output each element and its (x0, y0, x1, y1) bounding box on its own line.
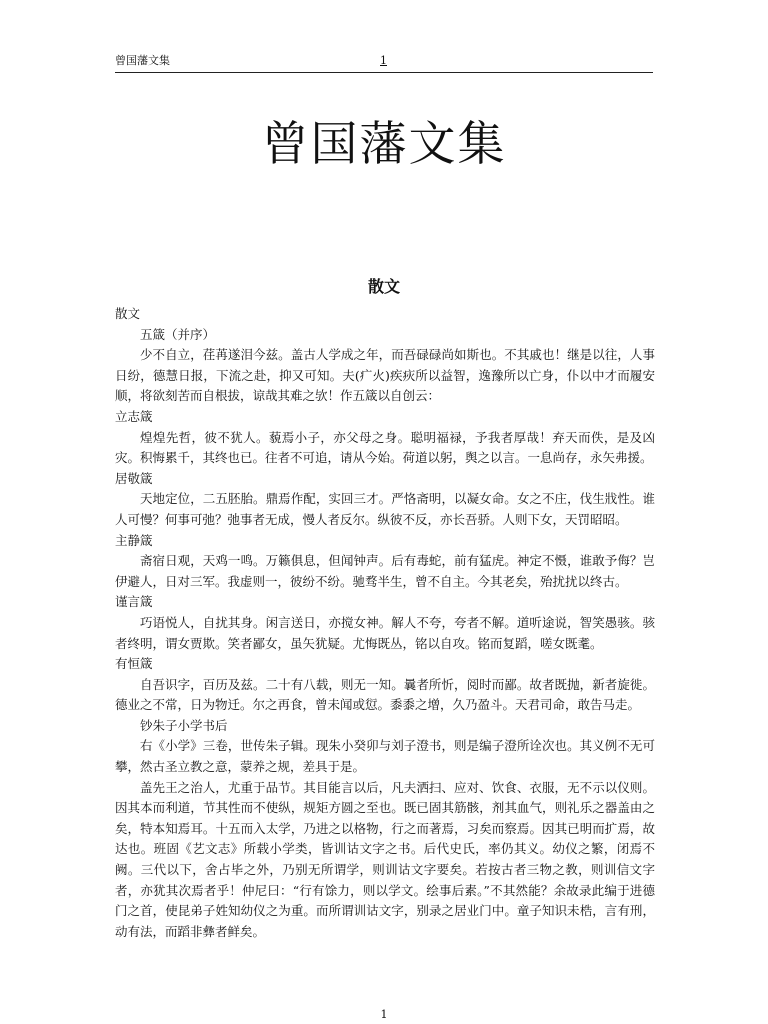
heading: 居敬箴 (115, 470, 153, 486)
paragraph: 自吾识字，百历及兹。二十有八载，则无一知。曩者所忻，阅时而鄙。故者既抛，新者旋徙。德业之不常，日为物迁。尔之再食，曾未闻或愆。黍黍之增，久乃盈斗。天君司命，敢告马走。 (115, 676, 655, 713)
paragraph: 右《小学》三卷，世传朱子辑。现朱小癸卯与刘子澄书，则是编子澄所诠次也。其义例不无可攀，然古圣立教之意，蒙养之规，差具于是。 (115, 738, 655, 775)
heading: 谨言箴 (115, 594, 153, 610)
book-title: 曾国藩文集 (261, 117, 507, 172)
paragraph: 巧语悦人，自扰其身。闲言送日，亦搅女神。解人不夸，夸者不解。道听途说，智笑愚骇。骇者终明，谓女贾欺。笑者鄙女，虽矢犹疑。尤悔既丛，铭以自攻。铭而复蹈，嗟女既耄。 (115, 614, 655, 651)
paragraph: 少不自立，荏苒遂泪今兹。盖古人学成之年，而吾碌碌尚如斯也。不其戚也！继是以往，人事日纷，德慧日报，下流之赴，抑又可知。夫(疒火)疾疢所以益智，逸豫所以亡身，仆以中才而履安顺，将欲刻苦而自根拔，谅哉其难之欤！作五箴以自创云： (115, 347, 655, 404)
header-page-number: 1 (380, 54, 387, 67)
header-book-title: 曾国藩文集 (115, 54, 170, 67)
section-title: 散文 (367, 277, 400, 296)
footer-page-number: 1 (380, 1008, 388, 1021)
page-header (115, 52, 653, 73)
subheading: 钞朱子小学书后 (140, 717, 228, 733)
heading: 散文 (115, 306, 141, 321)
subheading: 五箴（并序） (140, 326, 216, 342)
body-text (115, 304, 655, 942)
paragraph: 盖先王之治人，尤重于品节。其目能言以后，凡夫洒扫、应对、饮食、衣服，无不示以仪则。因其本而利道，节其性而不使纵，规矩方圆之至也。既已固其筋骸，剂其血气，则礼乐之器盖由之矣，特本知焉耳。十五而入太学，乃进之以格物，行之而著焉，习矣而察焉。因其已明而扩焉，故达也。班固《艺文志》所载小学类，皆训诂文字之书。后代史氏，率仍其义。幼仪之繁，闭焉不阙。三代以下，舍占毕之外，乃别无所谓学，则训诂文字要矣。若按古者三物之教，则训信文字者，亦犹其次焉者乎！仲尼曰：“行有馀力，则以学文。绘事后素。”不其然能？余故录此编于进德门之首，使昆弟子姓知幼仪之为重。而所谓训诂文字，别录之居业门中。童子知识未梏，言有刑，动有法，而蹈非彝者鲜矣。 (115, 779, 655, 939)
heading: 有恒箴 (115, 656, 153, 672)
heading: 立志箴 (115, 408, 153, 424)
heading: 主静箴 (115, 532, 153, 548)
paragraph: 斋宿日观，天鸡一鸣。万籁俱息，但闻钟声。后有毒蛇，前有猛虎。神定不慑，谁敢予侮？岂伊避人，日对三军。我虚则一，彼纷不纷。驰骛半生，曾不自主。今其老矣，殆扰扰以终古。 (115, 553, 655, 589)
paragraph: 天地定位，二五胚胎。鼎焉作配，实回三才。严恪斋明，以凝女命。女之不庄，伐生戕性。谁人可慢？何事可弛？弛事者无成，慢人者反尔。纵彼不反，亦长吾骄。人则下女，天罚昭昭。 (115, 491, 655, 527)
paragraph: 煌煌先哲，彼不犹人。藐焉小子，亦父母之身。聪明福禄，予我者厚哉！弃天而佚，是及凶灾。积悔累千，其终也已。往者不可追，请从今始。荷道以躬，舆之以言。一息尚存，永矢弗援。 (115, 429, 655, 466)
